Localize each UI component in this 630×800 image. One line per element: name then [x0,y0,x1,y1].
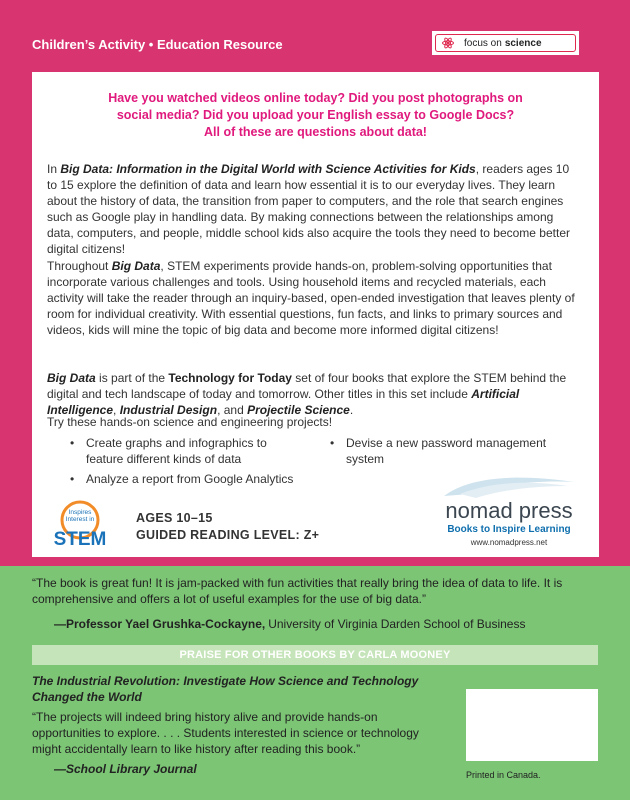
stem-logo [52,500,108,557]
text: set of four books that explore the STEM behind the digital and tech landscape of today and tomorrow. Other titles in this set include [47,371,567,401]
reading-level [136,510,319,544]
text: , [113,403,120,417]
praise-heading: PRAISE FOR OTHER BOOKS BY CARLA MOONEY [32,645,598,665]
book-title: Projectile Science [247,403,350,417]
text: Throughout [47,259,112,273]
paragraph-2 [47,258,582,338]
publisher-url: www.nomadpress.net [470,538,548,547]
badge-prefix: focus on [464,37,502,49]
paragraph-3 [47,370,582,418]
atom-icon [442,37,454,49]
badge-strong: science [504,37,542,49]
focus-on-science-badge [432,31,579,55]
guided-reading-label: GUIDED READING LEVEL: Z+ [136,528,320,542]
review-affiliation: University of Virginia Darden School of Business [268,617,526,631]
book-title: Big Data: Information in the Digital World with Science Activities for Kids [60,162,476,176]
text: , readers ages 10 to 15 explore the definition of data and learn how essential it is to our everyday lives. They learn about the history of data, the transition from paper to computers, and the role that search engines such as Google play in handling data. By making connections between the relationships among data, computers, and people, middle school kids also acquire the tools they need to become better digital citizens! [47,162,570,256]
review-quote-2: “The projects will indeed bring history alive and provide hands-on opportunities to explore. . . . Students interested in science or technology might accidentally learn to like history after reading this book.” [32,710,419,756]
intro-line: social media? Did you upload your English essay to Google Docs? [116,108,515,122]
paragraph-4: Try these hands-on science and engineering projects! [47,415,333,429]
publisher-logo [436,472,582,552]
text: , STEM experiments provide hands-on, problem-solving opportunities that incorporate various challenges and tools. Using household items and recycled materials, each activity will take the reader through an inquiry-based, open-ended investigation that leaves plenty of room for individual creativity. With essential questions, fun facts, and links to primary sources and videos, kids will mine the topic of big data and become more informed digital citizens! [47,259,575,337]
text: In [47,162,61,176]
paragraph-1 [47,161,582,257]
publisher-tagline: Books to Inspire Learning [447,524,571,535]
text: is part of the [95,371,169,385]
list-item: • Devise a new password management system [330,435,566,467]
stem-line-2: Interest in [65,516,95,523]
review-author: —Professor Yael Grushka-Cockayne, [54,617,266,631]
intro-line: Have you watched videos online today? Did you post photographs on [108,91,523,105]
text: . [349,403,354,417]
intro-line: All of these are questions about data! [204,125,427,139]
intro-questions [32,90,599,141]
review-quote-1: “The book is great fun! It is jam-packed with fun activities that really bring the idea of data to life. It is comprehensive and offers a lot of useful examples for the use of big data.” [32,576,563,606]
book-title: Artificial Intelligence [47,387,520,417]
book-title: Big Data [111,259,161,273]
series-title: Technology for Today [168,371,292,385]
text: , and [217,403,248,417]
ages-label: AGES 10–15 [136,511,213,525]
book-title: Big Data [47,371,96,385]
other-book-title: The Industrial Revolution: Investigate How Science and Technology Changed the World [32,674,419,704]
book-title: Industrial Design [119,403,218,417]
review-attribution-1 [54,617,525,631]
stem-line-1: Inspires [68,509,92,516]
list-item: • Analyze a report from Google Analytics [70,471,346,487]
barcode-area [466,689,598,761]
publisher-name: nomad press [445,498,573,523]
list-item: • Create graphs and infographics to feature different kinds of data [70,435,296,467]
review-source-2: —School Library Journal [54,762,197,776]
stem-word: STEM [53,529,107,550]
printed-in-label: Printed in Canada. [466,770,541,780]
category-label: Children’s Activity • Education Resource [32,37,283,52]
